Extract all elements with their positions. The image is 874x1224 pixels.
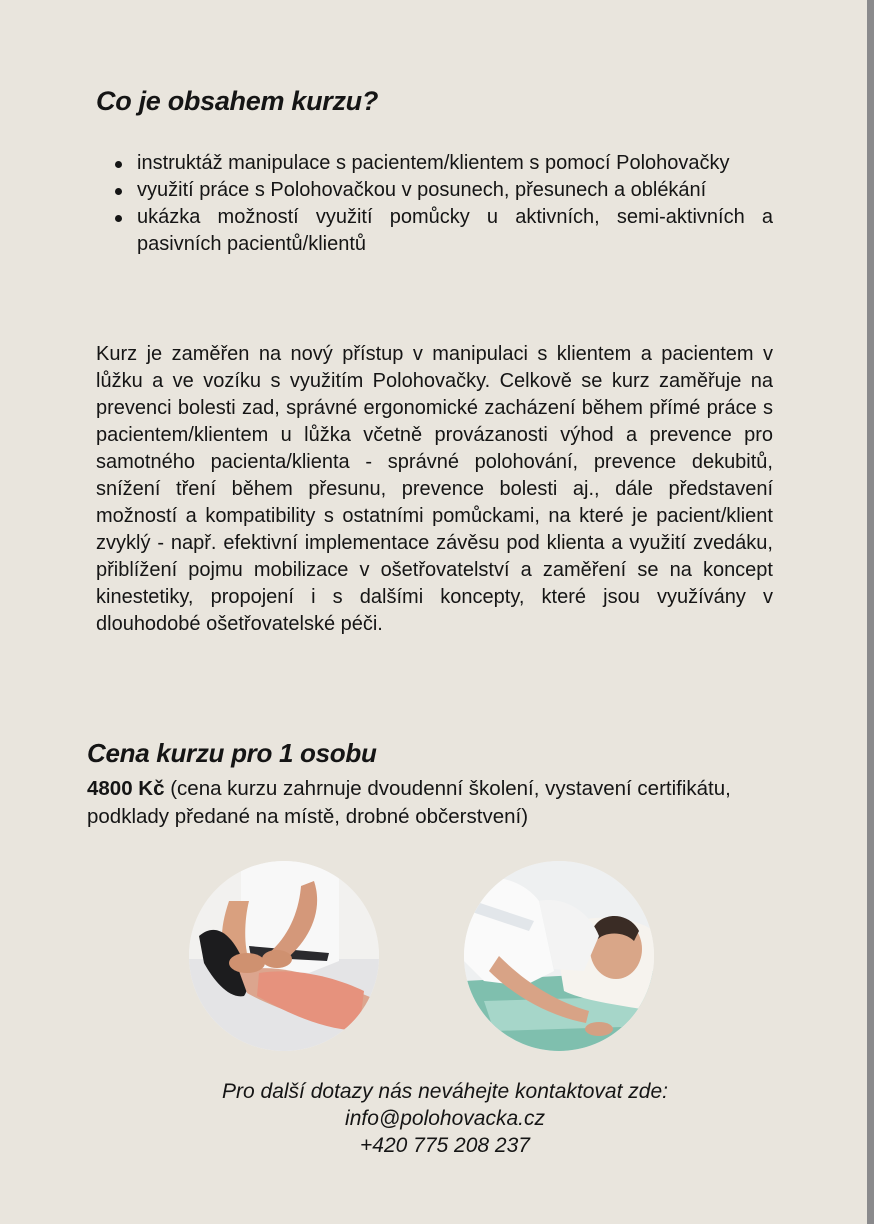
course-description: Kurz je zaměřen na nový přístup v manipulaci s klientem a pacientem v lůžku a ve vozíku s využitím Polohovačky. Celkově se kurz zaměřuje na prevenci bolesti zad, správné ergonomické zacházení během přímé práce s pacientem/klientem u lůžka včetně provázanosti výhod a prevence pro samotného pacienta/klienta - správné polohování, prevence dekubitů, snížení tření během přesunu, prevence bolesti aj., dále představení možností a kompatibility s ostatními pomůckami, na které je pacient/klient zvyklý - např. efektivní implementace závěsu pod klienta a využití zvedáku, přiblížení pojmu mobilizace v ošetřovatelství a zaměření se na koncept kinestetiky, propojení i s dalšími koncepty, které jsou využívány v dlouhodobé ošetřovatelské péči. [96,343,773,635]
list-item: ukázka možností využití pomůcky u aktivních, semi-aktivních a pasivních pacientů/klientů [137,204,773,258]
contact-block [0,1078,874,1159]
price-details: (cena kurzu zahrnuje dvoudenní školení, vystavení certifikátu, podklady předané na místě, drobné občerstvení) [87,777,731,828]
contact-prompt: Pro další dotazy nás neváhejte kontaktovat zde: [222,1080,668,1103]
course-topics-list [137,150,773,258]
course-content-title: Co je obsahem kurzu? [96,86,379,116]
price-heading: Cena kurzu pro 1 osobu [87,738,377,768]
patient-positioning-photo [464,861,654,1051]
list-item: využití práce s Polohovačkou v posunech, přesunech a oblékání [137,177,773,204]
therapist-leg-massage-photo [189,861,379,1051]
contact-email[interactable]: info@polohovacka.cz [345,1107,545,1130]
list-item: instruktáž manipulace s pacientem/klientem s pomocí Polohovačky [137,150,773,177]
page-edge-shadow [867,0,874,1224]
price-text [87,775,787,831]
contact-phone[interactable]: +420 775 208 237 [360,1134,530,1157]
price-amount: 4800 Kč [87,777,165,800]
